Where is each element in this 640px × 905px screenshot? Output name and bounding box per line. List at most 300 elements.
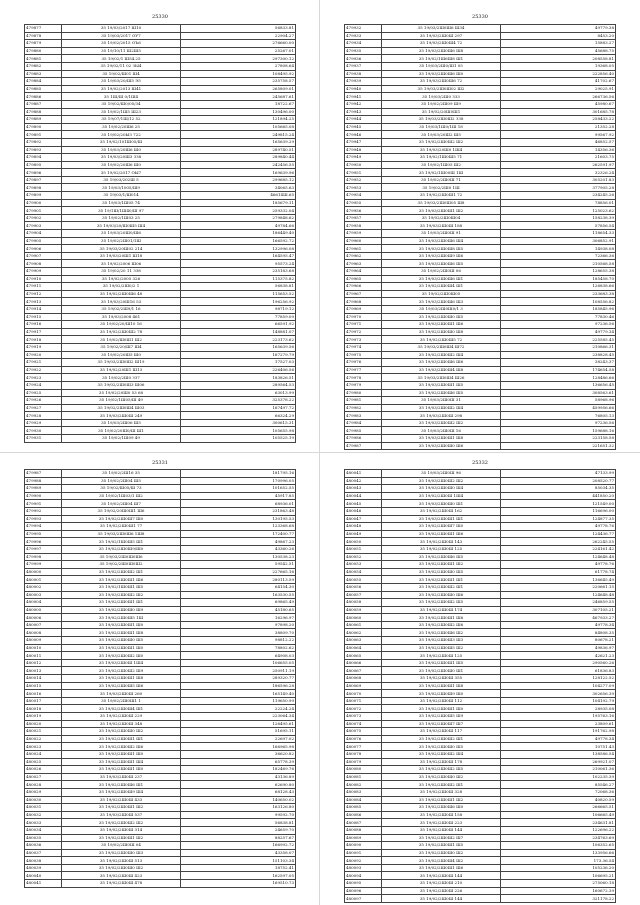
table-row xyxy=(25,169,296,177)
table-row xyxy=(345,275,616,283)
table-row xyxy=(25,154,296,162)
row-amount-cell: 14938.08 xyxy=(501,245,616,253)
data-table xyxy=(24,469,296,888)
row-id-cell: 480067 xyxy=(345,667,382,675)
row-amount-cell: 102235.39 xyxy=(501,773,616,781)
table-row xyxy=(25,305,296,313)
row-amount-cell: 40820.59 xyxy=(501,796,616,804)
row-amount-cell: 308563.61 xyxy=(501,389,616,397)
row-id-cell: 479979 xyxy=(345,381,382,389)
table-row xyxy=(345,485,616,493)
row-amount-cell: 22224.24 xyxy=(181,705,296,713)
row-amount-cell: 306852.91 xyxy=(501,237,616,245)
row-reference-cell: 35 19/02/2Ш0Ш2 Ш4 xyxy=(382,750,501,758)
row-id-cell: 480078 xyxy=(345,750,382,758)
table-row xyxy=(25,47,296,55)
row-amount-cell: 128122.52 xyxy=(501,675,616,683)
table-row xyxy=(25,404,296,412)
row-amount-cell: 61836.83 xyxy=(501,667,616,675)
row-reference-cell: 35 19/03/2Ш0Ш2 Ш0 xyxy=(62,652,181,660)
row-id-cell: 479901 xyxy=(25,207,62,215)
data-table xyxy=(24,24,296,443)
row-id-cell: 480017 xyxy=(25,697,62,705)
table-row xyxy=(25,477,296,485)
row-amount-cell: 97236.56 xyxy=(501,321,616,329)
table-row xyxy=(25,252,296,260)
table-row xyxy=(25,237,296,245)
row-amount-cell: 234763.69 xyxy=(501,834,616,842)
row-reference-cell: 35 19/03/2Ш0Ш1 Ш0 xyxy=(62,750,181,758)
row-amount-cell: 15883.27 xyxy=(501,40,616,48)
row-amount-cell: 221651.32 xyxy=(501,442,616,450)
row-reference-cell: 35 19/02/2Ш0Ш1 72 xyxy=(382,192,501,200)
page-number: 25331 xyxy=(152,460,168,466)
row-id-cell: 479976 xyxy=(345,359,382,367)
row-reference-cell: 35 19/03/2Ш0Ш 537 xyxy=(62,811,181,819)
row-id-cell: 480028 xyxy=(25,781,62,789)
row-amount-cell: 250911.19 xyxy=(181,667,296,675)
row-id-cell: 479948 xyxy=(345,146,382,154)
row-id-cell: 479932 xyxy=(345,25,382,33)
row-reference-cell: 35 19/02/2Ш0Ш2 78 xyxy=(62,328,181,336)
row-amount-cell: 116696.00 xyxy=(501,507,616,515)
row-amount-cell: 43360.26 xyxy=(181,545,296,553)
table-row xyxy=(345,796,616,804)
row-reference-cell: 35 19/02/1Ш05/Ш 49 xyxy=(62,397,181,405)
table-row xyxy=(25,675,296,683)
row-id-cell: 479955 xyxy=(345,199,382,207)
row-reference-cell: 35 19/02/2Ш0Ш2 Ш9 xyxy=(62,667,181,675)
row-id-cell: 480074 xyxy=(345,720,382,728)
table-row xyxy=(345,743,616,751)
row-reference-cell: 35 19/02/1Ш6Ш8 Ш1 xyxy=(382,55,501,63)
row-amount-cell: 279848.62 xyxy=(181,214,296,222)
table-row xyxy=(25,796,296,804)
table-row xyxy=(25,485,296,493)
row-reference-cell: 35 19/02/2013 Ш41 xyxy=(62,85,181,93)
row-id-cell: 479998 xyxy=(25,553,62,561)
row-amount-cell: 115375.82 xyxy=(181,275,296,283)
table-row xyxy=(25,85,296,93)
row-amount-cell: 97898.20 xyxy=(181,621,296,629)
row-id-cell: 479937 xyxy=(345,62,382,70)
row-amount-cell: 265809.01 xyxy=(181,85,296,93)
row-amount-cell: 104277.09 xyxy=(501,682,616,690)
row-amount-cell: 234245.26 xyxy=(501,192,616,200)
row-id-cell: 479993 xyxy=(25,515,62,523)
row-amount-cell: 49784.66 xyxy=(181,222,296,230)
row-reference-cell: 35 19/02/2006 Ш06 xyxy=(62,260,181,268)
row-amount-cell: 185845.96 xyxy=(501,305,616,313)
table-row xyxy=(25,530,296,538)
row-reference-cell: 35 19/02/20/Ш10 16 xyxy=(62,321,181,329)
table-row xyxy=(345,690,616,698)
row-reference-cell: 35 19/02/2Ш0Ш 112 xyxy=(382,697,501,705)
row-reference-cell: 35 19/02/2Ш0Ш0 Ш2 xyxy=(62,864,181,872)
row-reference-cell: 35 19/02/2Ш0Ш1 Ш8 xyxy=(62,629,181,637)
row-id-cell: 479988 xyxy=(25,477,62,485)
table-row xyxy=(25,78,296,86)
row-reference-cell: 35 19/03/20Ш3 ЗЗ8 xyxy=(62,154,181,162)
row-reference-cell: 35 19/02/2Ш0Ш9 Ш0 xyxy=(382,690,501,698)
row-amount-cell: 45980.67 xyxy=(501,100,616,108)
row-id-cell: 479981 xyxy=(345,397,382,405)
row-amount-cell: 173.36.54 xyxy=(501,857,616,865)
row-reference-cell: 35 19/02/2Ш0Ш 348 xyxy=(62,720,181,728)
row-reference-cell: 35 19/02/2Ш0Ш1 Ш6 xyxy=(62,576,181,584)
table-row xyxy=(25,637,296,645)
row-amount-cell: 130538.23 xyxy=(181,553,296,561)
row-id-cell: 479943 xyxy=(345,108,382,116)
row-id-cell: 480024 xyxy=(25,750,62,758)
table-row xyxy=(25,100,296,108)
row-id-cell: 479925 xyxy=(25,389,62,397)
row-id-cell: 479973 xyxy=(345,336,382,344)
row-reference-cell: 35 19/03/2Ш0Ш6 Ш8 xyxy=(382,47,501,55)
table-row xyxy=(345,116,616,124)
row-reference-cell: 35 19/02/2Ш0 1Ш xyxy=(382,184,501,192)
table-row xyxy=(345,713,616,721)
row-reference-cell: 35 19/03/2Ш0Ш1 Ш8 xyxy=(382,435,501,443)
row-id-cell: 480082 xyxy=(345,781,382,789)
row-amount-cell: 66591.92 xyxy=(181,321,296,329)
row-amount-cell: 78856.01 xyxy=(501,199,616,207)
row-amount-cell: 220661.15 xyxy=(501,583,616,591)
row-id-cell: 480063 xyxy=(345,637,382,645)
row-reference-cell: 35 19/02/2Ш0Ш 144 xyxy=(382,895,501,903)
row-id-cell: 479975 xyxy=(345,351,382,359)
row-reference-cell: 35 1Ш/Ш 0/1Ш4 xyxy=(62,93,181,101)
table-row xyxy=(25,192,296,200)
table-row xyxy=(25,857,296,865)
table-row xyxy=(345,305,616,313)
row-reference-cell: 35 19/02/20/Ш7 Ш4 xyxy=(62,343,181,351)
table-row xyxy=(25,199,296,207)
row-id-cell: 480031 xyxy=(25,804,62,812)
row-amount-cell: 118654.33 xyxy=(501,230,616,238)
row-reference-cell: 35 19/02/1Ш5 Ш23 xyxy=(62,108,181,116)
row-amount-cell: 124648.48 xyxy=(501,553,616,561)
row-reference-cell: 35 19/02/2Ш16 35 xyxy=(62,470,181,478)
row-amount-cell: 97236.56 xyxy=(501,419,616,427)
row-id-cell: 479946 xyxy=(345,131,382,139)
row-reference-cell: 35 19/02/2Ш0Ш1 Ш1 xyxy=(62,735,181,743)
row-id-cell: 480060 xyxy=(345,614,382,622)
table-row xyxy=(25,781,296,789)
table-row xyxy=(345,366,616,374)
row-id-cell: 479919 xyxy=(25,343,62,351)
table-row xyxy=(25,621,296,629)
row-reference-cell: 35 19/02/2Ш0Ш3 Ш06 xyxy=(62,381,181,389)
row-reference-cell: 35 19/02/2Ш0Ш1 Ш6 xyxy=(382,530,501,538)
row-id-cell: 480038 xyxy=(25,857,62,865)
row-reference-cell: 35 19/03/20Ш0 1Ш4 xyxy=(382,146,501,154)
row-id-cell: 479992 xyxy=(25,507,62,515)
table-row xyxy=(345,40,616,48)
table-row xyxy=(25,366,296,374)
row-reference-cell: 35 19/03/2Ш0Ш1 Ш1 xyxy=(382,576,501,584)
row-reference-cell: 35 19/02/20Ш0Ш1 Ш6 xyxy=(62,507,181,515)
row-reference-cell: 35 19/02/2Ш01/1Ш xyxy=(62,237,181,245)
row-id-cell: 479969 xyxy=(345,305,382,313)
table-row xyxy=(25,381,296,389)
row-amount-cell: 290560.26 xyxy=(501,659,616,667)
row-id-cell: 479968 xyxy=(345,298,382,306)
row-amount-cell: 65778.39 xyxy=(181,758,296,766)
row-reference-cell: 35 19/02/1Ш03/1 Ш2 xyxy=(62,492,181,500)
table-row xyxy=(25,207,296,215)
row-id-cell: 479972 xyxy=(345,328,382,336)
table-row xyxy=(345,705,616,713)
table-row xyxy=(345,222,616,230)
row-reference-cell: 35 19/02/2Ш04 Ш5 xyxy=(62,477,181,485)
table-row xyxy=(25,161,296,169)
row-id-cell: 480010 xyxy=(25,644,62,652)
row-amount-cell: 36620.82 xyxy=(181,750,296,758)
row-id-cell: 480072 xyxy=(345,705,382,713)
row-amount-cell: 23809.61 xyxy=(501,720,616,728)
table-row xyxy=(25,108,296,116)
row-amount-cell: 245687.61 xyxy=(181,93,296,101)
row-id-cell: 479990 xyxy=(25,492,62,500)
row-reference-cell: 35 19/03/2Ш0Ш02 Ш2 xyxy=(382,85,501,93)
row-amount-cell: 62690.80 xyxy=(181,781,296,789)
row-reference-cell: 35 19/03/2Ш0Ш 91 xyxy=(382,230,501,238)
table-row xyxy=(345,161,616,169)
row-reference-cell: 35 19/03/2Ш0Ш2 Ш4 xyxy=(382,404,501,412)
row-amount-cell: 49778.34 xyxy=(501,735,616,743)
row-id-cell: 479877 xyxy=(25,25,62,33)
document-page-2 xyxy=(320,0,640,452)
row-amount-cell: 185458.70 xyxy=(501,275,616,283)
row-reference-cell: 35 19/03/20Ш02 214 xyxy=(62,245,181,253)
row-id-cell: 480030 xyxy=(25,796,62,804)
row-id-cell: 479964 xyxy=(345,268,382,276)
row-id-cell: 479995 xyxy=(25,530,62,538)
table-row xyxy=(345,773,616,781)
row-amount-cell: 8453.20 xyxy=(501,32,616,40)
row-amount-cell: 158238.39 xyxy=(501,214,616,222)
row-amount-cell: 186449.40 xyxy=(181,230,296,238)
table-row xyxy=(345,492,616,500)
row-amount-cell: 123368.68 xyxy=(181,523,296,531)
row-amount-cell: 72068.36 xyxy=(501,788,616,796)
row-id-cell: 479987 xyxy=(345,442,382,450)
row-reference-cell: 35 19/02/2Ш0Ш4 Ш1 xyxy=(382,283,501,291)
row-id-cell: 479896 xyxy=(25,169,62,177)
table-row xyxy=(25,606,296,614)
row-id-cell: 480070 xyxy=(345,690,382,698)
row-id-cell: 480086 xyxy=(345,811,382,819)
table-row xyxy=(25,412,296,420)
row-reference-cell: 35 19/02/2Ш0Ш6 Ш1 xyxy=(62,781,181,789)
table-row xyxy=(25,427,296,435)
row-amount-cell: 45917.85 xyxy=(181,492,296,500)
row-amount-cell: 49836.97 xyxy=(501,644,616,652)
row-id-cell: 480022 xyxy=(25,735,62,743)
row-amount-cell: 172400.77 xyxy=(181,530,296,538)
row-reference-cell: 35 19/02/2Ш0Ш 144 xyxy=(382,826,501,834)
row-reference-cell: 35 19/03/2Ш0Ш1 Ш6 xyxy=(382,321,501,329)
row-reference-cell: 35 19/03/2Ш0Ш6 Ш3 xyxy=(382,298,501,306)
row-id-cell: 479994 xyxy=(25,523,62,531)
row-reference-cell: 35 19/03/2Ш0Ш 298 xyxy=(382,412,501,420)
row-reference-cell: 35 19/02/2Ш0Ш3 Ш3 xyxy=(382,637,501,645)
row-amount-cell: 126838.66 xyxy=(501,283,616,291)
row-amount-cell: 105655.98 xyxy=(181,427,296,435)
table-row xyxy=(25,766,296,774)
row-id-cell: 480059 xyxy=(345,606,382,614)
row-reference-cell: 35 19/02/2Ш0Ш 125 xyxy=(382,545,501,553)
row-amount-cell: 47133.99 xyxy=(501,470,616,478)
table-row xyxy=(345,47,616,55)
table-row xyxy=(345,675,616,683)
row-reference-cell: 35 19/03/20Ш16 53 xyxy=(62,298,181,306)
table-row xyxy=(345,154,616,162)
row-amount-cell: 133956.66 xyxy=(501,849,616,857)
row-reference-cell: 35 19/03/2Ш0Ш2 ЗЗ8 xyxy=(382,116,501,124)
row-reference-cell: 35 19/03/202Ш 5 xyxy=(62,176,181,184)
row-amount-cell: 105665.08 xyxy=(181,123,296,131)
table-row xyxy=(25,290,296,298)
row-reference-cell: 35 19/02/20Ш1 Ш13 xyxy=(62,366,181,374)
row-id-cell: 479985 xyxy=(345,427,382,435)
row-amount-cell: 222856.40 xyxy=(501,70,616,78)
row-reference-cell: 35 19/03/2Ш0Ш0 Ш4 xyxy=(382,485,501,493)
row-id-cell: 479911 xyxy=(25,283,62,291)
row-reference-cell: 35 19/02/2Ш0Ш0 Ш2 xyxy=(382,773,501,781)
table-row xyxy=(345,576,616,584)
table-row xyxy=(345,351,616,359)
row-amount-cell: 132996.08 xyxy=(181,245,296,253)
row-id-cell: 479939 xyxy=(345,78,382,86)
row-id-cell: 479910 xyxy=(25,275,62,283)
row-reference-cell: 35 19/02/20Ш0 53 68 xyxy=(62,389,181,397)
row-amount-cell: 49778.34 xyxy=(501,621,616,629)
row-id-cell: 480075 xyxy=(345,728,382,736)
row-id-cell: 480084 xyxy=(345,796,382,804)
table-row xyxy=(345,131,616,139)
row-amount-cell: 99567.92 xyxy=(501,131,616,139)
row-reference-cell: 35 19/02/2Ш0Ш0 Ш9 xyxy=(62,606,181,614)
row-reference-cell: 35 19/03/2Ш0 ЗЗ3 xyxy=(382,93,501,101)
row-id-cell: 479908 xyxy=(25,260,62,268)
table-row xyxy=(25,682,296,690)
table-row xyxy=(345,214,616,222)
table-row xyxy=(25,328,296,336)
table-row xyxy=(25,788,296,796)
table-row xyxy=(345,32,616,40)
row-id-cell: 479956 xyxy=(345,207,382,215)
row-id-cell: 479947 xyxy=(345,138,382,146)
table-row xyxy=(345,123,616,131)
row-id-cell: 480080 xyxy=(345,766,382,774)
row-amount-cell: 10751.43 xyxy=(501,743,616,751)
row-amount-cell: 169639.96 xyxy=(181,169,296,177)
table-row xyxy=(345,374,616,382)
row-id-cell: 479982 xyxy=(345,404,382,412)
table-row xyxy=(345,343,616,351)
row-id-cell: 480014 xyxy=(25,675,62,683)
row-id-cell: 479960 xyxy=(345,237,382,245)
row-reference-cell: 35 19/02/Ш0Ш1 Ш2 xyxy=(62,336,181,344)
row-id-cell: 480045 xyxy=(345,500,382,508)
row-amount-cell: 166592.72 xyxy=(181,237,296,245)
row-amount-cell: 32326.24 xyxy=(501,169,616,177)
row-reference-cell: 35 19/02/2Ш0Ш2 Ш7 xyxy=(382,834,501,842)
row-reference-cell: 35 19/02/2Ш0Ш 226 xyxy=(382,887,501,895)
table-row xyxy=(345,735,616,743)
row-id-cell: 480020 xyxy=(25,720,62,728)
row-reference-cell: 35 19/02/2Ш0Ш 328 xyxy=(382,788,501,796)
row-amount-cell: 38809.70 xyxy=(181,629,296,637)
table-row xyxy=(345,758,616,766)
row-reference-cell: 35 19/02/2Ш0Ш 513 xyxy=(62,857,181,865)
row-amount-cell: 167279.79 xyxy=(181,351,296,359)
table-row xyxy=(25,583,296,591)
table-row xyxy=(345,599,616,607)
table-row xyxy=(25,811,296,819)
row-amount-cell: 225585.45 xyxy=(501,336,616,344)
row-amount-cell: 49867.23 xyxy=(181,538,296,546)
table-row xyxy=(345,93,616,101)
row-amount-cell: 170996.05 xyxy=(181,477,296,485)
row-amount-cell: 46614Ш.65 xyxy=(181,192,296,200)
row-id-cell: 479922 xyxy=(25,366,62,374)
table-row xyxy=(345,864,616,872)
row-id-cell: 480061 xyxy=(345,621,382,629)
row-amount-cell: 249815.24 xyxy=(181,131,296,139)
row-reference-cell: 35 19/02/1Ш03 25 xyxy=(62,214,181,222)
row-reference-cell: 35 19/03/2017 ОУ7 xyxy=(62,32,181,40)
row-id-cell: 480077 xyxy=(345,743,382,751)
row-amount-cell: 223158.58 xyxy=(501,435,616,443)
row-id-cell: 479974 xyxy=(345,343,382,351)
row-amount-cell: 276660.00 xyxy=(181,40,296,48)
row-id-cell: 479894 xyxy=(25,154,62,162)
row-amount-cell: 51695.11 xyxy=(181,728,296,736)
row-id-cell: 479978 xyxy=(345,374,382,382)
table-row xyxy=(345,169,616,177)
row-amount-cell: 191762.98 xyxy=(501,728,616,736)
row-amount-cell: 104192.79 xyxy=(501,697,616,705)
table-row xyxy=(345,804,616,812)
row-id-cell: 480085 xyxy=(345,804,382,812)
row-reference-cell: 35 19/02/2Ш09 Ш9 xyxy=(382,100,501,108)
row-id-cell: 479997 xyxy=(25,545,62,553)
row-amount-cell: 46852.57 xyxy=(501,138,616,146)
table-row xyxy=(25,146,296,154)
table-row xyxy=(345,381,616,389)
row-amount-cell: 49779.34 xyxy=(501,328,616,336)
row-id-cell: 479938 xyxy=(345,70,382,78)
row-amount-cell: 164595.47 xyxy=(181,252,296,260)
row-id-cell: 480019 xyxy=(25,713,62,721)
row-id-cell: 479941 xyxy=(345,93,382,101)
row-id-cell: 479899 xyxy=(25,192,62,200)
table-row xyxy=(25,25,296,33)
row-reference-cell: 35 19/03/2Ш0Ш6 Ш0 xyxy=(382,70,501,78)
row-id-cell: 479963 xyxy=(345,260,382,268)
row-amount-cell: 121549.00 xyxy=(501,500,616,508)
table-row xyxy=(25,515,296,523)
row-id-cell: 479945 xyxy=(345,123,382,131)
row-amount-cell: 280113.59 xyxy=(181,576,296,584)
row-id-cell: 480004 xyxy=(25,599,62,607)
row-amount-cell: 242456.55 xyxy=(181,161,296,169)
row-id-cell: 480051 xyxy=(345,545,382,553)
row-amount-cell: 24659.70 xyxy=(181,826,296,834)
